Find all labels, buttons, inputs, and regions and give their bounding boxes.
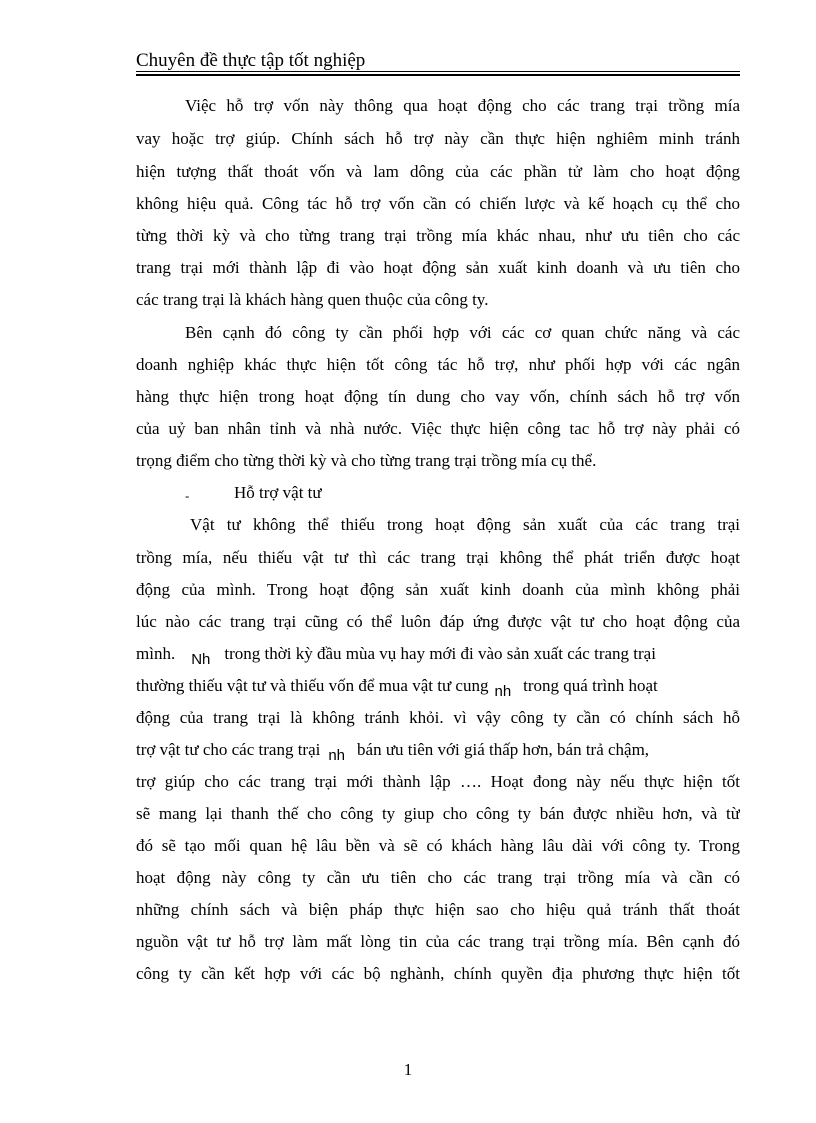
page-header xyxy=(136,50,740,76)
paragraph-3-line: những chính sách và biện pháp thực hiện sao cho hiệu quả tránh thất thoát xyxy=(136,900,740,919)
paragraph-3-line: đó sẽ tạo mối quan hệ lâu bền và sẽ có khách hàng lâu dài với công ty. Trong xyxy=(136,836,740,855)
paragraph-1-line: Việc hỗ trợ vốn này thông qua hoạt động cho các trang trại trồng mía xyxy=(185,96,740,115)
paragraph-3-line xyxy=(136,676,740,697)
text-segment: mình. xyxy=(136,644,176,663)
paragraph-3-line: công ty cần kết hợp với các bộ nghành, chính quyền địa phương thực hiện tốt xyxy=(136,964,740,983)
inserted-fragment: Nh xyxy=(191,651,211,665)
paragraph-1-line: không hiệu quả. Công tác hỗ trợ vốn cần có chiến lược và kế hoạch cụ thể cho xyxy=(136,194,740,213)
paragraph-3-line: nguồn vật tư hỗ trợ làm mất lòng tin của các trang trại trồng mía. Bên cạnh đó xyxy=(136,932,740,951)
paragraph-2-line: trọng điểm cho từng thời kỳ và cho từng trang trại trồng mía cụ thể. xyxy=(136,451,597,470)
paragraph-1-line: từng thời kỳ và cho từng trang trại trồng mía khác nhau, như ưu tiên cho các xyxy=(136,226,740,245)
paragraph-3-line xyxy=(136,644,740,665)
paragraph-1-line: trang trại mới thành lập đi vào hoạt động sản xuất kinh doanh và ưu tiên cho xyxy=(136,258,740,277)
paragraph-1-line: các trang trại là khách hàng quen thuộc của công ty. xyxy=(136,290,489,309)
paragraph-2-line: Bên cạnh đó công ty cần phối hợp với các cơ quan chức năng và các xyxy=(185,323,740,342)
paragraph-3-line: trồng mía, nếu thiếu vật tư thì các trang trại không thể phát triển được hoạt xyxy=(136,548,740,567)
paragraph-1-line: hiện tượng thất thoát vốn và lam dông của các phần tử làm cho hoạt động xyxy=(136,162,740,181)
page-number: 1 xyxy=(403,1060,413,1079)
text-segment: thường thiếu vật tư và thiếu vốn để mua vật tư cung xyxy=(136,676,489,695)
paragraph-3-line xyxy=(136,740,740,761)
paragraph-1-line: vay hoặc trợ giúp. Chính sách hỗ trợ này cần thực hiện nghiêm minh tránh xyxy=(136,129,740,148)
paragraph-3-line: lúc nào các trang trại cũng có thể luôn đáp ứng được vật tư cho hoạt động của xyxy=(136,612,740,631)
text-segment: trong quá trình hoạt xyxy=(523,676,658,695)
paragraph-3-line: Vật tư không thể thiếu trong hoạt động sản xuất của các trang trại xyxy=(190,515,740,534)
text-segment: trợ vật tư cho các trang trại xyxy=(136,740,321,759)
header-rule-thin xyxy=(136,71,740,72)
paragraph-2-line: hàng thực hiện trong hoạt động tín dung cho vay vốn, chính sách hỗ trợ vốn xyxy=(136,387,740,406)
paragraph-3-line: hoạt động này công ty cần ưu tiên cho các trang trại trồng mía và cần có xyxy=(136,868,740,887)
header-rule-thick xyxy=(136,74,740,76)
text-segment: bán ưu tiên với giá thấp hơn, bán trả chậm, xyxy=(357,740,650,759)
bullet-heading: Hỗ trợ vật tư xyxy=(234,483,322,502)
paragraph-3-line: động của trang trại là không tránh khỏi. vì vậy công ty cần có chính sách hỗ xyxy=(136,708,740,727)
paragraph-2-line: của uỷ ban nhân tỉnh và nhà nước. Việc thực hiện công tac hỗ trợ này phải có xyxy=(136,419,740,438)
inserted-fragment: nh xyxy=(494,683,512,697)
header-title: Chuyên đề thực tập tốt nghiệp xyxy=(136,50,366,71)
paragraph-3-line: trợ giúp cho các trang trại mới thành lập …. Hoạt đong này nếu thực hiện tốt xyxy=(136,772,740,791)
text-segment: trong thời kỳ đầu mùa vụ hay mới đi vào sản xuất các trang trại xyxy=(224,644,656,663)
inserted-fragment: nh xyxy=(328,747,346,761)
paragraph-3-line: động của mình. Trong hoạt động sản xuất kinh doanh của mình không phải xyxy=(136,580,740,599)
paragraph-2-line: doanh nghiệp khác thực hiện tốt công tác hỗ trợ, như phối hợp với các ngân xyxy=(136,355,740,374)
paragraph-3-line: sẽ mang lại thanh thế cho công ty giup cho công ty bán được nhiều hơn, và từ xyxy=(136,804,740,823)
bullet-dash: - xyxy=(185,488,190,503)
